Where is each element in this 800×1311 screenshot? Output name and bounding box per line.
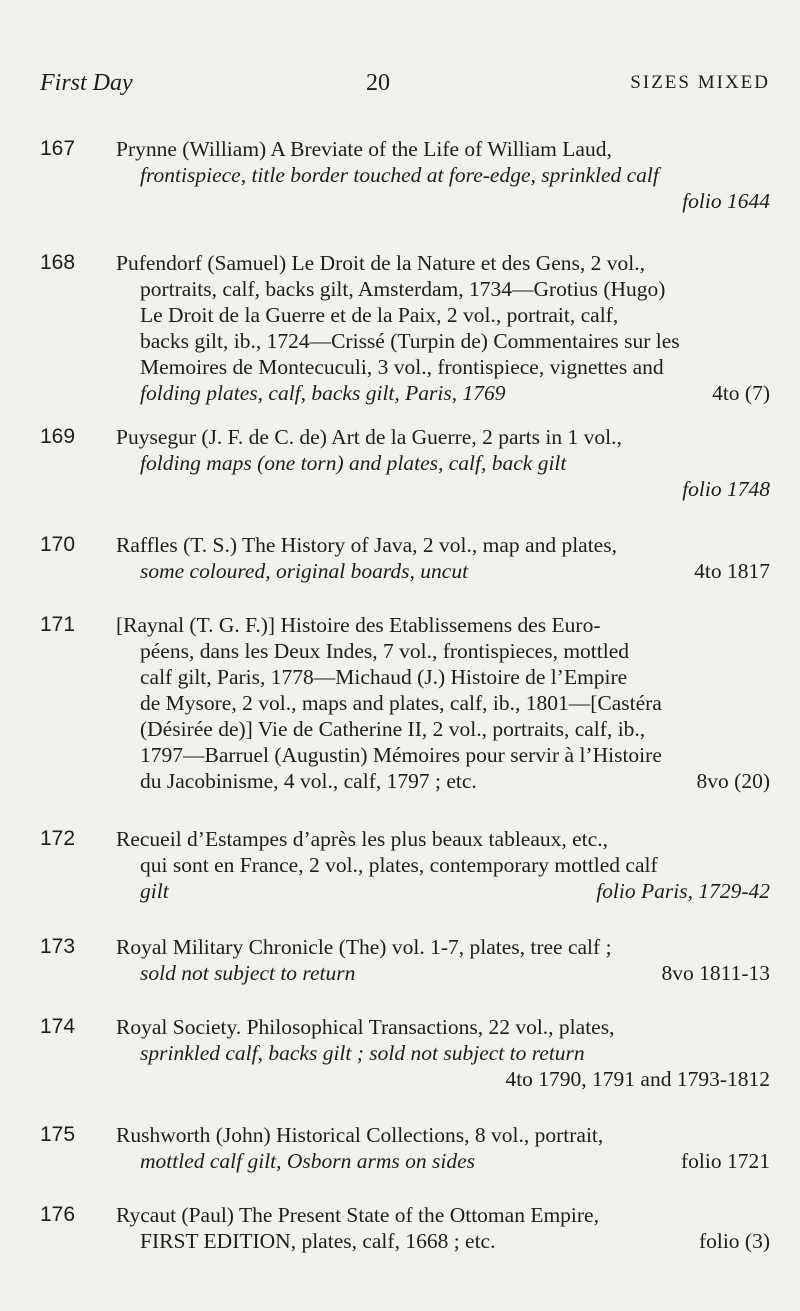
lot-line: Prynne (William) A Breviate of the Life of William Laud,	[116, 137, 612, 161]
lot-size-date: folio 1644	[682, 189, 770, 213]
page-header	[40, 70, 770, 110]
lot-line: mottled calf gilt, Osborn arms on sides	[140, 1149, 476, 1173]
lot-number: 171	[40, 613, 76, 636]
lot-line: [Raynal (T. G. F.)] Histoire des Etablissemens des Euro-	[116, 613, 601, 637]
lot-size-date: 4to 1790, 1791 and 1793-1812	[505, 1067, 770, 1091]
lot-entry-176	[40, 1202, 770, 1254]
lot-line: folding plates, calf, backs gilt, Paris, 1769	[140, 381, 506, 405]
lot-number: 169	[40, 425, 76, 448]
lot-line: de Mysore, 2 vol., maps and plates, calf, ib., 1801—[Castéra	[140, 691, 662, 715]
lot-line: 1797—Barruel (Augustin) Mémoires pour servir à l’Histoire	[140, 743, 662, 767]
page-number: 20	[366, 70, 390, 96]
lot-line: Raffles (T. S.) The History of Java, 2 vol., map and plates,	[116, 533, 617, 557]
lot-number: 168	[40, 251, 76, 274]
lot-size-date: 4to (7)	[712, 381, 770, 405]
lot-line: sprinkled calf, backs gilt ; sold not subject to return	[140, 1041, 585, 1065]
lot-size-date: 8vo 1811-13	[661, 961, 770, 985]
lot-line: Royal Society. Philosophical Transactions, 22 vol., plates,	[116, 1015, 615, 1039]
lot-number: 174	[40, 1015, 76, 1038]
lot-entry-169	[40, 424, 770, 502]
lot-entry-167	[40, 136, 770, 214]
lot-size-date: folio (3)	[698, 1229, 770, 1253]
lot-line: frontispiece, title border touched at fore-edge, sprinkled calf	[140, 163, 659, 187]
lot-number: 172	[40, 827, 76, 850]
lot-line: folding maps (one torn) and plates, calf, back gilt	[140, 451, 567, 475]
lot-size-date: 4to 1817	[694, 559, 770, 583]
lot-line: FIRST EDITION, plates, calf, 1668 ; etc.	[140, 1229, 496, 1253]
lot-line: calf gilt, Paris, 1778—Michaud (J.) Histoire de l’Empire	[140, 665, 628, 689]
lot-line: Le Droit de la Guerre et de la Paix, 2 vol., portrait, calf,	[140, 303, 619, 327]
lot-line: Rycaut (Paul) The Present State of the Ottoman Empire,	[116, 1203, 599, 1227]
header-day: First Day	[40, 70, 133, 96]
lot-number: 173	[40, 935, 76, 958]
lot-entry-172	[40, 826, 770, 904]
lot-line: Rushworth (John) Historical Collections, 8 vol., portrait,	[116, 1123, 604, 1147]
lot-line: Pufendorf (Samuel) Le Droit de la Nature et des Gens, 2 vol.,	[116, 251, 645, 275]
lot-size-date: folio Paris, 1729-42	[596, 879, 770, 903]
lot-line: du Jacobinisme, 4 vol., calf, 1797 ; etc.	[140, 769, 477, 793]
lot-entry-171	[40, 612, 770, 794]
lot-line: péens, dans les Deux Indes, 7 vol., frontispieces, mottled	[140, 639, 630, 663]
lot-size-date: folio 1721	[681, 1149, 770, 1173]
lot-line: (Désirée de)] Vie de Catherine II, 2 vol., portraits, calf, ib.,	[140, 717, 646, 741]
lot-number: 175	[40, 1123, 76, 1146]
lot-line: qui sont en France, 2 vol., plates, contemporary mottled calf	[140, 853, 658, 877]
lot-number: 176	[40, 1203, 76, 1226]
lot-line: gilt	[140, 879, 169, 903]
lot-entry-168	[40, 250, 770, 406]
header-section: SIZES MIXED	[630, 72, 770, 93]
lot-line: portraits, calf, backs gilt, Amsterdam, 1734—Grotius (Hugo)	[140, 277, 666, 301]
lot-entry-170	[40, 532, 770, 584]
lot-size-date: 8vo (20)	[696, 769, 770, 793]
lot-line: sold not subject to return	[140, 961, 356, 985]
lot-line: some coloured, original boards, uncut	[140, 559, 469, 583]
lot-entry-173	[40, 934, 770, 986]
lot-entry-174	[40, 1014, 770, 1092]
lot-line: backs gilt, ib., 1724—Crissé (Turpin de) Commentaires sur les	[140, 329, 680, 353]
lot-number: 170	[40, 533, 76, 556]
lot-number: 167	[40, 137, 76, 160]
lot-size-date: folio 1748	[682, 477, 770, 501]
lot-entry-175	[40, 1122, 770, 1174]
lot-line: Recueil d’Estampes d’après les plus beaux tableaux, etc.,	[116, 827, 608, 851]
lot-line: Royal Military Chronicle (The) vol. 1-7, plates, tree calf ;	[116, 935, 612, 959]
lot-line: Puysegur (J. F. de C. de) Art de la Guerre, 2 parts in 1 vol.,	[116, 425, 622, 449]
lot-line: Memoires de Montecuculi, 3 vol., frontispiece, vignettes and	[140, 355, 664, 379]
